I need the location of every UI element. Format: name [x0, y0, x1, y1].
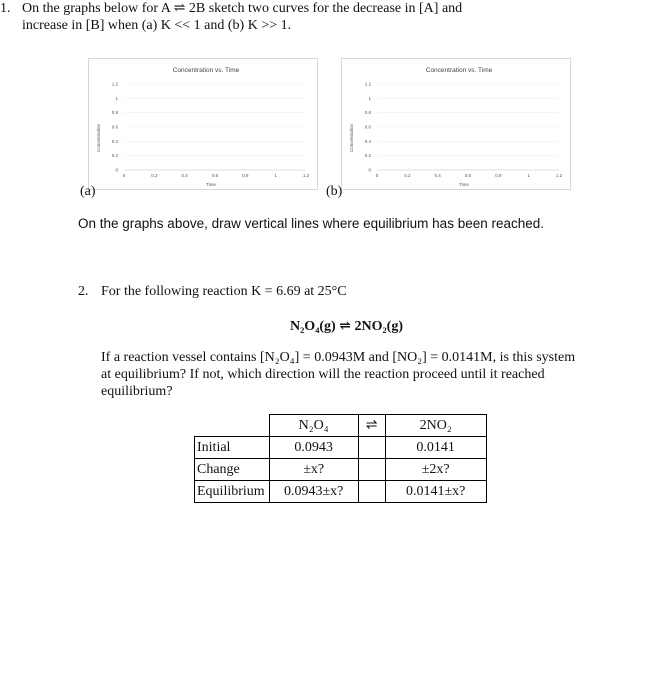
table-row	[195, 459, 487, 481]
question-2-text: For the following reaction K = 6.69 at 25°C	[101, 284, 347, 299]
x-tick-label: 1	[527, 173, 530, 178]
y-tick-label: 0.2	[111, 153, 118, 159]
ice-cell-change-reactant: ±x?	[269, 459, 358, 481]
ice-table	[194, 414, 487, 503]
ice-header-product: 2NO₂	[385, 415, 486, 437]
reaction-reactant: N₂O₄(g)	[290, 319, 336, 334]
graph-b-xlabel: Time	[459, 182, 469, 187]
x-tick-label: 1.2	[302, 173, 310, 178]
ice-table-header-row	[195, 415, 487, 437]
reaction-arrow: ⇌	[339, 319, 351, 334]
y-tick-label: 0	[368, 167, 371, 173]
graph-a	[88, 58, 318, 190]
x-tick-label: 0.6	[464, 173, 472, 178]
question-1-number: 1.	[0, 1, 11, 16]
y-tick-label: 1.2	[364, 81, 371, 87]
x-tick-label: 0.8	[495, 173, 502, 178]
question-2-number: 2.	[78, 284, 89, 299]
graph-b-ylabel: Concentration	[349, 123, 354, 153]
x-tick-label: 0	[375, 173, 379, 178]
question-2-body	[101, 349, 621, 400]
x-tick-label: 1	[274, 173, 277, 178]
ice-row-label-change: Change	[195, 459, 270, 481]
table-row	[195, 437, 487, 459]
y-tick-label: 0.6	[364, 124, 371, 130]
x-tick-label: 0.4	[181, 173, 188, 178]
x-tick-label: 0.2	[151, 173, 158, 178]
question-2-body-line-1: If a reaction vessel contains [N₂O₄] = 0.0943M and [NO₂] = 0.0141M, is this system	[101, 350, 576, 365]
y-tick-label: 1.2	[111, 81, 118, 87]
x-tick-label: 0.4	[434, 173, 441, 178]
ice-cell-initial-product: 0.0141	[385, 437, 486, 459]
y-tick-label: 0.8	[364, 110, 371, 116]
ice-cell-change-product: ±2x?	[385, 459, 486, 481]
graph-b-label: (b)	[326, 184, 343, 199]
ice-cell-equilibrium-reactant: 0.0943±x?	[269, 481, 358, 503]
graph-a-xlabel: Time	[206, 182, 216, 187]
ice-header-reactant: N₂O₄	[269, 415, 358, 437]
question-2-body-line-3: equilibrium?	[101, 384, 173, 399]
graph-b	[341, 58, 571, 190]
ice-cell-equilibrium-product: 0.0141±x?	[385, 481, 486, 503]
x-tick-label: 0	[122, 173, 126, 178]
ice-arrow-spacer	[358, 481, 385, 503]
y-tick-label: 0	[115, 167, 118, 173]
graph-a-label: (a)	[80, 184, 96, 199]
question-1-line-1: On the graphs below for A ⇌ 2B sketch two curves for the decrease in [A] and	[22, 1, 463, 16]
reaction-equation	[290, 318, 403, 335]
y-tick-label: 0.8	[111, 110, 118, 116]
ice-row-label-equilibrium: Equilibrium	[195, 481, 270, 503]
graph-a-ylabel: Concentration	[96, 123, 101, 153]
graph-b-svg	[341, 58, 571, 190]
instruction-text: On the graphs above, draw vertical lines where equilibrium has been reached.	[78, 216, 545, 231]
ice-arrow-spacer	[358, 437, 385, 459]
ice-row-label-initial: Initial	[195, 437, 270, 459]
reaction-product: 2NO₂(g)	[354, 319, 403, 334]
question-1-line-2: increase in [B] when (a) K << 1 and (b) K >> 1.	[22, 18, 292, 33]
graph-a-title: Concentration vs. Time	[172, 67, 240, 74]
x-tick-label: 1.2	[555, 173, 563, 178]
table-row	[195, 481, 487, 503]
ice-table-corner	[195, 415, 270, 437]
y-tick-label: 0.4	[364, 138, 371, 144]
y-tick-label: 0.4	[111, 138, 118, 144]
question-2-body-line-2: at equilibrium? If not, which direction will the reaction proceed until it reached	[101, 367, 545, 382]
ice-cell-initial-reactant: 0.0943	[269, 437, 358, 459]
y-tick-label: 0.6	[111, 124, 118, 130]
y-tick-label: 1	[115, 95, 118, 101]
ice-header-arrow: ⇌	[358, 415, 385, 437]
graph-a-svg	[88, 58, 318, 190]
ice-arrow-spacer	[358, 459, 385, 481]
graph-b-title: Concentration vs. Time	[425, 67, 493, 74]
y-tick-label: 0.2	[364, 153, 371, 159]
y-tick-label: 1	[368, 95, 371, 101]
x-tick-label: 0.2	[404, 173, 411, 178]
x-tick-label: 0.6	[211, 173, 219, 178]
x-tick-label: 0.8	[242, 173, 249, 178]
